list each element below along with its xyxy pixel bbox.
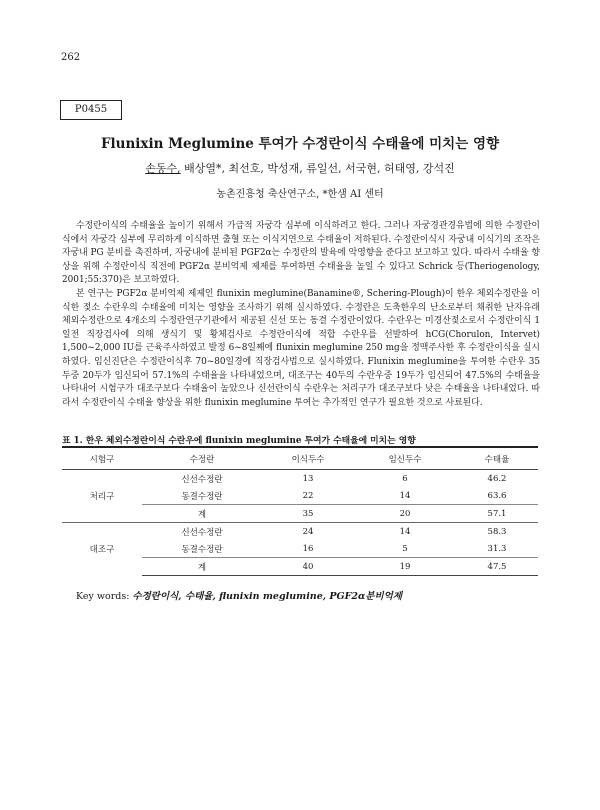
embryo-type: 계 [142,505,262,523]
group-label: 처리구 [89,492,115,502]
abstract-paragraph-2: 본 연구는 PGF2α 분비억제 제제인 flunixin meglumine(Banamine®, Schering-Plough)이 한우 체외수정란을 이식한 젖소 수란우의 수태율에 미치는 영향을 조사하기 위해 실시하였다. 수정란은 도축한우의 난소로부터 채취한 난자유래 체외수정란으로 4개소의 수정란연구기관에서 제공된 신선 또는 동결 수정란이었다. 수란우는 미경산젖소로서 수정란이식 1일전 직장검사에 의해 생식기 및 황체검사로 수정란이식에 적합 수란우를 선발하여 hCG(Chorulon, Intervet) 1,500~2,000 IU를 근육주사하였고 발정 6~8일째에 flunixin meglumine 250 mg을 정맥주사한 후 수정란이식을 실시하였다. 임신진단은 수정란이식후 70~80일경에 직장검사법으로 실시하였다. Flunixin meglumine을 투여한 수란우 35두중 20두가 임신되어 57.1%의 수태율을 나타내었으며, 대조구는 40두의 수란우중 19두가 임신되어 47.5%의 수태율을 나타내어 시험구가 대조구보다 수태율이 높았으나 신선란이식 수란우는 처리구가 대조구보다 낮은 수태율을 나타내었다. 따라서 수정란이식 수태율 향상을 위한 flunixin meglumine 투여는 추가적인 연구가 필요한 것으로 사료된다. [62,288,540,408]
keywords-label: Key words: [76,591,133,602]
table-caption: 표 1. 한우 체외수정란이식 수란우에 flunixin meglumine 투여가 수태율에 미치는 영향 [62,436,416,446]
abstract [62,220,540,410]
pregnancy-rate: 58.3 [456,523,538,541]
header-group: 시험구 [62,447,142,470]
transferred-count: 16 [302,543,314,554]
paper-title: Flunixin Meglumine 투여가 수정란이식 수태율에 미치는 영향 [100,136,500,152]
transferred-count: 35 [262,505,354,523]
pregnancy-rate: 63.6 [487,490,507,501]
embryo-type: 신선수정란 [181,474,223,485]
pregnant-count: 5 [402,543,408,554]
table-header-row [62,447,538,470]
abstract-paragraph-1: 수정란이식의 수태율을 높이기 위해서 가급적 자궁각 심부에 이식하려고 한다. 그러나 자궁경관경유법에 의한 수정란이식에서 자궁각 심부에 무리하게 이식하면 출혈 또는 이식지연으로 수태율이 저하된다. 수정란이식시 자궁내 이식기의 조작은 자궁내 PG 분비를 촉진하며, 자궁내에 분비된 PGF2α는 수정란의 발육에 악영향을 준다고 보고하고 있다. 따라서 수태율 향상을 위해 수정란이식 직전에 PGF2α 분비억제 제제를 투여하면 수태율을 높일 수 있다고 Schrick 등(Theriogenology, 2001;55:370)은 보고하였다. [62,221,540,286]
transferred-count: 40 [262,558,354,576]
transferred-count: 13 [302,473,314,484]
abstract-code: P0455 [60,100,122,120]
keywords [76,588,402,602]
pregnancy-rate: 47.5 [456,558,538,576]
header-embryo: 수정란 [142,447,262,470]
transferred-count: 24 [262,523,354,541]
table-row [62,470,538,488]
pregnant-count: 14 [399,490,411,501]
embryo-type: 신선수정란 [142,523,262,541]
lead-author: 손동수, [145,162,181,175]
pregnant-count: 6 [402,473,408,484]
author-list [0,160,600,176]
pregnancy-rate: 46.2 [487,473,507,484]
pregnant-count: 19 [354,558,456,576]
pregnancy-rate: 31.3 [487,543,507,554]
transferred-count: 22 [302,490,314,501]
affiliation: 농촌진흥청 축산연구소, *한샘 AI 센터 [216,189,384,200]
page-number: 262 [61,52,81,63]
embryo-type: 계 [142,558,262,576]
keywords-value: 수정란이식, 수태율, flunixin meglumine, PGF2α분비억제 [132,591,402,602]
group-label: 대조구 [62,523,142,576]
embryo-type: 동결수정란 [181,544,223,555]
header-transferred: 이식두수 [262,447,354,470]
pregnant-count: 20 [354,505,456,523]
table-row [62,523,538,541]
embryo-type: 동결수정란 [181,491,223,502]
header-rate: 수태율 [456,447,538,470]
header-pregnant: 임신두수 [354,447,456,470]
pregnant-count: 14 [354,523,456,541]
pregnancy-rate: 57.1 [456,505,538,523]
co-authors: 배상열*, 최선호, 박성재, 류일선, 서국현, 허태영, 강석진 [180,162,455,175]
results-table [62,446,538,576]
